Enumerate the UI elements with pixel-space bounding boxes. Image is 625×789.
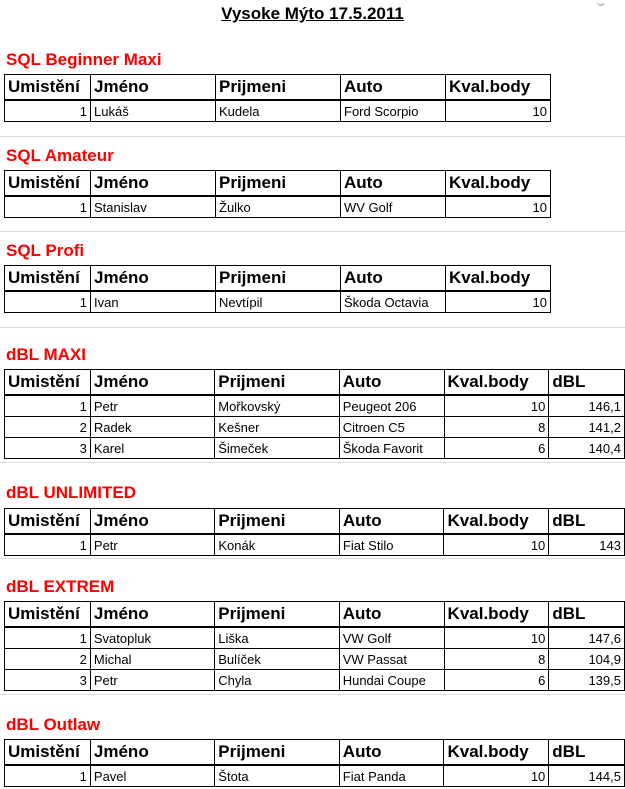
- header-row: [5, 602, 625, 628]
- cell-last-name: Liška: [215, 627, 339, 649]
- cell-dbl: 141,2: [549, 417, 625, 438]
- cell-car: VW Golf: [339, 627, 444, 649]
- header-place: Umistění: [5, 602, 91, 628]
- cell-points: 10: [444, 395, 549, 417]
- results-table: [4, 265, 551, 313]
- results-table: [4, 508, 625, 556]
- header-car: Auto: [341, 75, 446, 101]
- header-row: [5, 75, 551, 101]
- cell-first-name: Michal: [90, 649, 214, 670]
- header-points: Kval.body: [446, 266, 551, 292]
- cell-last-name: Bulíček: [215, 649, 339, 670]
- header-row: [5, 266, 551, 292]
- cell-last-name: Štota: [215, 765, 340, 787]
- cell-car: Fiat Stilo: [339, 534, 444, 556]
- header-last-name: Prijmeni: [216, 266, 341, 292]
- cell-dbl: 144,5: [549, 765, 625, 787]
- cell-dbl: 147,6: [549, 627, 625, 649]
- section-title: dBL MAXI: [6, 345, 86, 364]
- header-points: Kval.body: [446, 171, 551, 197]
- cell-points: 10: [444, 627, 549, 649]
- table-row: [5, 534, 625, 556]
- cell-first-name: Petr: [90, 395, 214, 417]
- cell-last-name: Žulko: [216, 196, 341, 218]
- cell-car: Škoda Octavia: [341, 291, 446, 313]
- table-row: [5, 649, 625, 670]
- header-dbl: dBL: [549, 740, 625, 766]
- section-title: SQL Amateur: [6, 146, 114, 165]
- results-table: [4, 739, 625, 787]
- header-last-name: Prijmeni: [216, 171, 341, 197]
- cell-points: 8: [444, 649, 549, 670]
- header-points: Kval.body: [444, 740, 549, 766]
- cell-first-name: Petr: [90, 670, 214, 691]
- cell-place: 1: [5, 627, 91, 649]
- cell-car: Ford Scorpio: [341, 100, 446, 122]
- cell-points: 6: [444, 438, 549, 459]
- header-car: Auto: [339, 602, 444, 628]
- cell-place: 1: [5, 534, 91, 556]
- table-row: [5, 438, 625, 459]
- cell-car: Peugeot 206: [339, 395, 444, 417]
- cell-last-name: Kešner: [215, 417, 339, 438]
- cell-car: Hundai Coupe: [339, 670, 444, 691]
- header-points: Kval.body: [444, 602, 549, 628]
- cell-dbl: 104,9: [549, 649, 625, 670]
- header-car: Auto: [341, 171, 446, 197]
- table-row: [5, 417, 625, 438]
- cell-dbl: 146,1: [549, 395, 625, 417]
- spreadsheet-gridline: [0, 327, 625, 328]
- results-table: [4, 74, 551, 122]
- header-points: Kval.body: [446, 75, 551, 101]
- cell-last-name: Nevtípil: [216, 291, 341, 313]
- cell-place: 2: [5, 649, 91, 670]
- page-title: Vysoke Mýto 17.5.2011: [221, 4, 404, 23]
- cell-last-name: Šimeček: [215, 438, 339, 459]
- header-car: Auto: [341, 266, 446, 292]
- header-row: [5, 740, 625, 766]
- cell-first-name: Stanislav: [91, 196, 216, 218]
- spreadsheet-gridline: [0, 694, 625, 695]
- cell-place: 1: [5, 291, 91, 313]
- header-place: Umistění: [5, 370, 91, 396]
- header-place: Umistění: [5, 266, 91, 292]
- spreadsheet-gridline: [0, 136, 625, 137]
- header-last-name: Prijmeni: [216, 75, 341, 101]
- header-row: [5, 370, 625, 396]
- cell-points: 10: [446, 196, 551, 218]
- header-dbl: dBL: [549, 370, 625, 396]
- header-dbl: dBL: [549, 602, 625, 628]
- table-row: [5, 291, 551, 313]
- cell-place: 1: [5, 395, 91, 417]
- cell-last-name: Kudela: [216, 100, 341, 122]
- cell-first-name: Karel: [90, 438, 214, 459]
- cell-points: 10: [444, 534, 549, 556]
- table-row: [5, 395, 625, 417]
- cell-first-name: Petr: [90, 534, 214, 556]
- section-title: dBL EXTREM: [6, 577, 115, 596]
- spreadsheet-gridline: [0, 231, 625, 232]
- cell-last-name: Mořkovský: [215, 395, 339, 417]
- cell-first-name: Pavel: [90, 765, 214, 787]
- header-row: [5, 509, 625, 535]
- header-points: Kval.body: [444, 509, 549, 535]
- table-row: [5, 100, 551, 122]
- cell-place: 1: [5, 100, 91, 122]
- cell-car: VW Passat: [339, 649, 444, 670]
- section-title: dBL Outlaw: [6, 715, 101, 734]
- results-table: [4, 369, 625, 459]
- cell-first-name: Svatopluk: [90, 627, 214, 649]
- cell-car: Citroen C5: [339, 417, 444, 438]
- cell-place: 1: [5, 765, 91, 787]
- table-row: [5, 627, 625, 649]
- header-last-name: Prijmeni: [215, 370, 339, 396]
- header-first-name: Jméno: [91, 75, 216, 101]
- table-row: [5, 765, 625, 787]
- cell-first-name: Ivan: [91, 291, 216, 313]
- cell-first-name: Lukáš: [91, 100, 216, 122]
- cell-place: 3: [5, 670, 91, 691]
- cell-car: WV Golf: [341, 196, 446, 218]
- cell-dbl: 140,4: [549, 438, 625, 459]
- cell-dbl: 139,5: [549, 670, 625, 691]
- spreadsheet-gridline: [0, 558, 625, 559]
- cell-points: 10: [446, 100, 551, 122]
- section-title: SQL Profi: [6, 241, 85, 260]
- cell-first-name: Radek: [90, 417, 214, 438]
- header-car: Auto: [339, 370, 444, 396]
- header-first-name: Jméno: [91, 171, 216, 197]
- cell-place: 2: [5, 417, 91, 438]
- header-place: Umistění: [5, 740, 91, 766]
- header-dbl: dBL: [549, 509, 625, 535]
- header-place: Umistění: [5, 171, 91, 197]
- cell-points: 10: [444, 765, 549, 787]
- header-last-name: Prijmeni: [215, 740, 340, 766]
- section-title: dBL UNLIMITED: [6, 483, 137, 502]
- header-first-name: Jméno: [90, 370, 214, 396]
- header-last-name: Prijmeni: [215, 509, 340, 535]
- cell-dbl: 143: [549, 534, 625, 556]
- header-first-name: Jméno: [91, 266, 216, 292]
- header-last-name: Prijmeni: [215, 602, 339, 628]
- header-car: Auto: [339, 740, 444, 766]
- header-first-name: Jméno: [90, 740, 214, 766]
- header-place: Umistění: [5, 75, 91, 101]
- spreadsheet-gridline: [0, 462, 625, 463]
- table-row: [5, 670, 625, 691]
- cell-last-name: Konák: [215, 534, 340, 556]
- cell-car: Fiat Panda: [339, 765, 444, 787]
- cell-car: Škoda Favorit: [339, 438, 444, 459]
- header-points: Kval.body: [444, 370, 549, 396]
- results-table: [4, 601, 625, 691]
- results-table: [4, 170, 551, 218]
- header-row: [5, 171, 551, 197]
- cell-place: 3: [5, 438, 91, 459]
- header-car: Auto: [339, 509, 444, 535]
- header-first-name: Jméno: [90, 602, 214, 628]
- cell-points: 10: [446, 291, 551, 313]
- cell-points: 8: [444, 417, 549, 438]
- header-first-name: Jméno: [90, 509, 214, 535]
- table-row: [5, 196, 551, 218]
- header-place: Umistění: [5, 509, 91, 535]
- section-title: SQL Beginner Maxi: [6, 50, 162, 69]
- cell-place: 1: [5, 196, 91, 218]
- cell-points: 6: [444, 670, 549, 691]
- cell-last-name: Chyla: [215, 670, 339, 691]
